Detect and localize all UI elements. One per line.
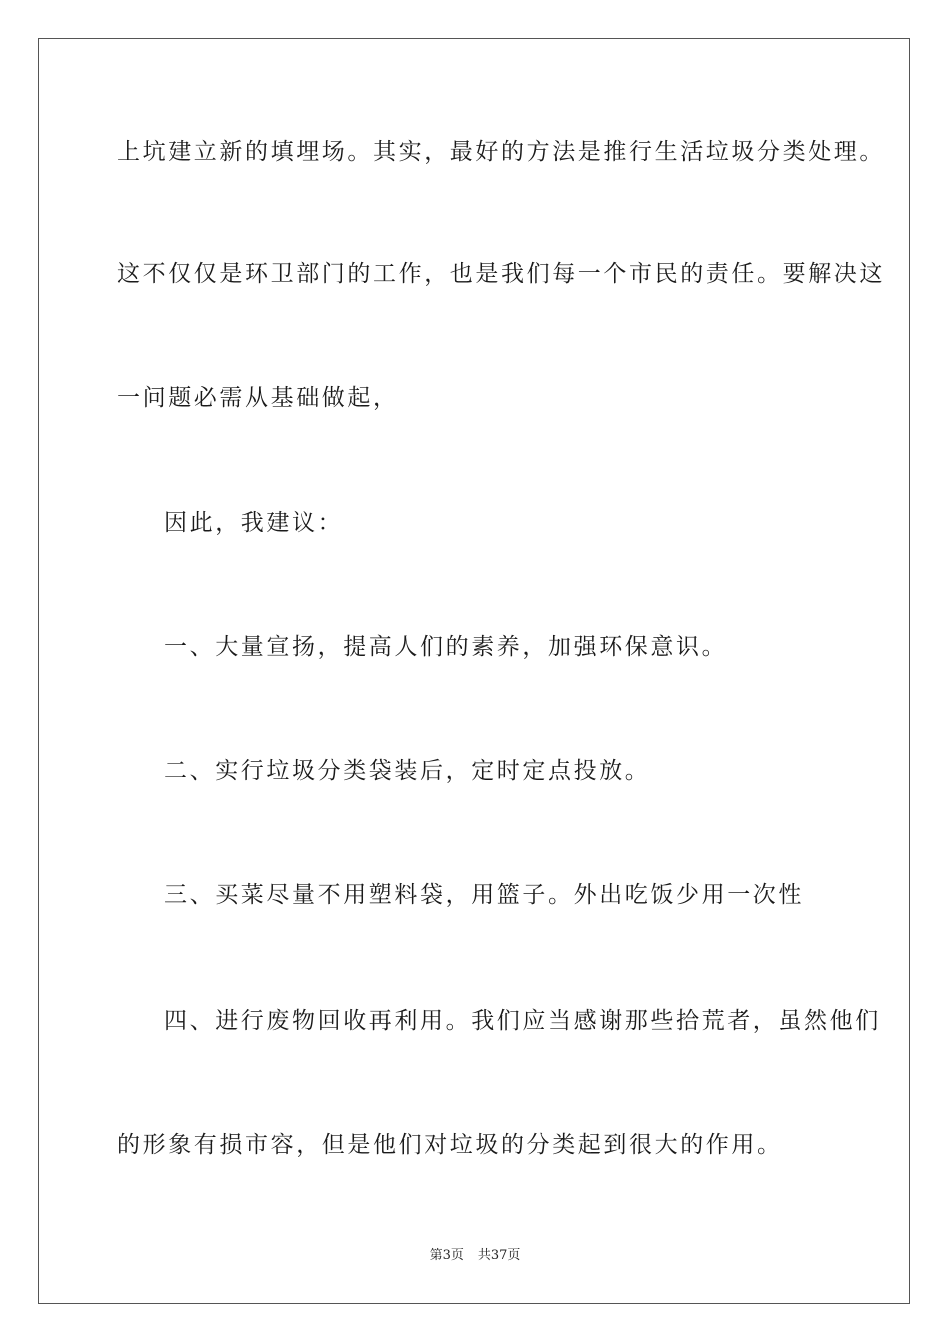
body-text-line: 上坑建立新的填埋场。其实，最好的方法是推行生活垃圾分类处理。 xyxy=(117,139,885,165)
body-text-line: 的形象有损市容，但是他们对垃圾的分类起到很大的作用。 xyxy=(117,1132,783,1158)
page-border xyxy=(38,38,910,1304)
body-text-line: 这不仅仅是环卫部门的工作，也是我们每一个市民的责任。要解决这 xyxy=(117,261,885,287)
list-item-4: 四、进行废物回收再利用。我们应当感谢那些拾荒者，虽然他们 xyxy=(164,1008,881,1034)
page-total: 共37页 xyxy=(477,1248,521,1263)
page-number: 第3页 xyxy=(429,1248,464,1263)
body-text-line: 因此，我建议： xyxy=(164,510,344,536)
page-footer xyxy=(0,1247,950,1265)
list-item-2: 二、实行垃圾分类袋装后，定时定点投放。 xyxy=(164,758,651,784)
list-item-1: 一、大量宣扬，提高人们的素养，加强环保意识。 xyxy=(164,634,728,660)
list-item-3: 三、买菜尽量不用塑料袋，用篮子。外出吃饭少用一次性 xyxy=(164,882,804,908)
body-text-line: 一问题必需从基础做起， xyxy=(117,385,399,411)
